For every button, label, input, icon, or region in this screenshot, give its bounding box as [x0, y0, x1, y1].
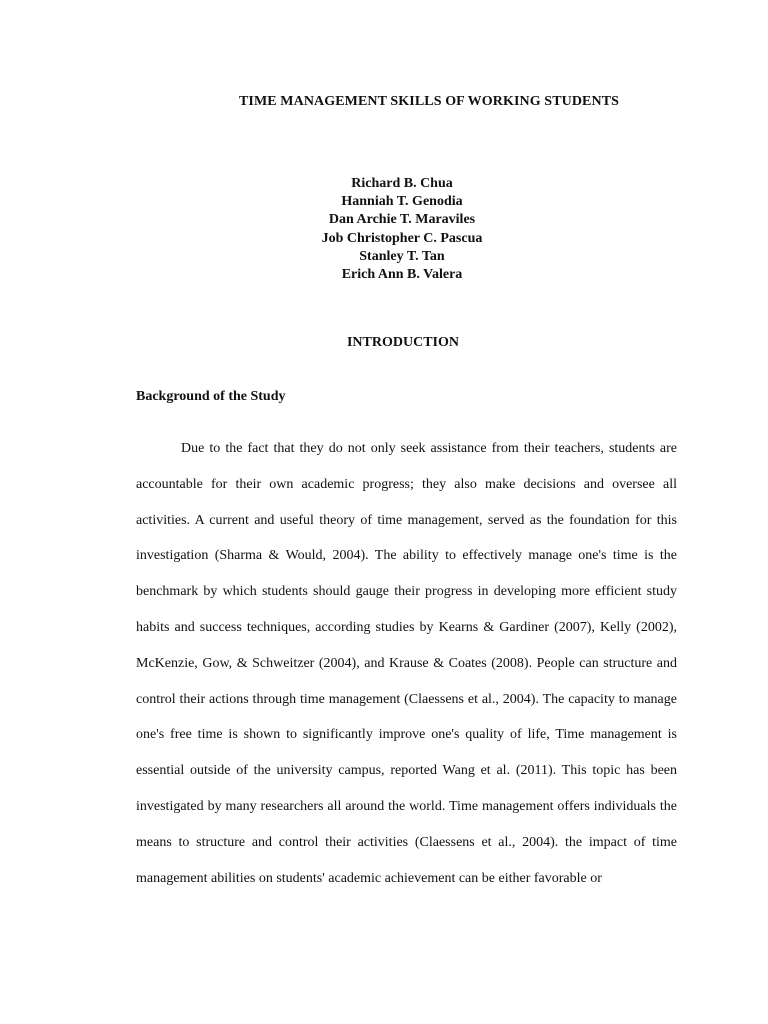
author-name: Stanley T. Tan: [359, 248, 445, 264]
author-name: Dan Archie T. Maraviles: [328, 212, 476, 228]
author-name: Hanniah T. Genodia: [341, 194, 463, 210]
author-name: Erich Ann B. Valera: [341, 267, 463, 283]
section-heading-introduction: INTRODUCTION: [346, 335, 459, 350]
paper-title: TIME MANAGEMENT SKILLS OF WORKING STUDENTS: [238, 94, 620, 109]
author-list: [0, 175, 768, 284]
author-name: Job Christopher C. Pascua: [321, 230, 483, 246]
subheading-background: Background of the Study: [136, 389, 286, 404]
body-paragraph: Due to the fact that they do not only seek assistance from their teachers, students are accountable for their own academic progress; they also make decisions and oversee all activities. A current and useful theory of time management, served as the foundation for this investigation (Sharma & Would, 2004). The ability to effectively manage one's time is the benchmark by which students should gauge their progress in developing more efficient study habits and success techniques, according studies by Kearns & Gardiner (2007), Kelly (2002), McKenzie, Gow, & Schweitzer (2004), and Krause & Coates (2008). People can structure and control their actions through time management (Claessens et al., 2004). The capacity to manage one's free time is shown to significantly improve one's quality of life, Time management is essential outside of the university campus, reported Wang et al. (2011). This topic has been investigated by many researchers all around the world. Time management offers individuals the means to structure and control their activities (Claessens et al., 2004). the impact of time management abilities on students' academic achievement can be either favorable or: [136, 441, 677, 886]
author-name: Richard B. Chua: [351, 176, 453, 191]
